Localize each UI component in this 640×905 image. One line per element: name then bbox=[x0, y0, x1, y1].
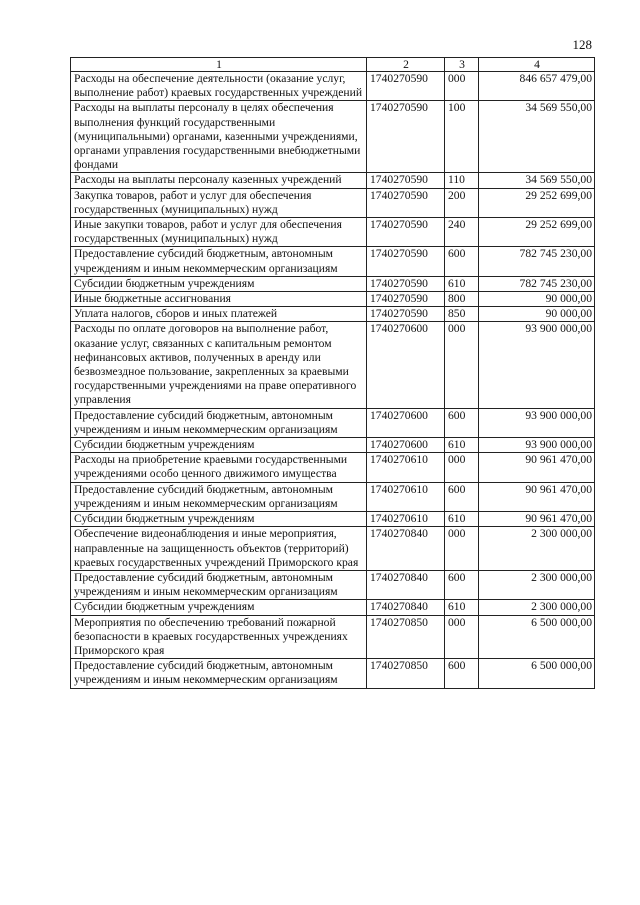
row-code-cell: 1740270610 bbox=[367, 453, 445, 482]
row-code-cell: 1740270590 bbox=[367, 72, 445, 101]
table-row bbox=[71, 453, 595, 482]
row-name-cell: Уплата налогов, сборов и иных платежей bbox=[71, 307, 367, 322]
row-name-cell: Субсидии бюджетным учреждениям bbox=[71, 512, 367, 527]
row-code-cell: 1740270840 bbox=[367, 570, 445, 599]
row-name-cell: Предоставление субсидий бюджетным, автономным учреждениям и иным некоммерческим организациям bbox=[71, 482, 367, 511]
row-code-cell: 1740270590 bbox=[367, 173, 445, 188]
row-amount-cell: 782 745 230,00 bbox=[479, 247, 595, 276]
row-type-cell: 000 bbox=[445, 453, 479, 482]
row-code-cell: 1740270590 bbox=[367, 101, 445, 173]
row-type-cell: 000 bbox=[445, 527, 479, 571]
table-row bbox=[71, 218, 595, 247]
row-code-cell: 1740270850 bbox=[367, 615, 445, 659]
row-type-cell: 610 bbox=[445, 276, 479, 291]
row-type-cell: 850 bbox=[445, 307, 479, 322]
row-type-cell: 000 bbox=[445, 322, 479, 408]
row-name-cell: Расходы по оплате договоров на выполнение работ, оказание услуг, связанных с капитальным ремонтом нефинансовых активов, полученных в аренду или безвозмездное пользование, закрепленных за краевыми государственными учреждениями на праве оперативного управления bbox=[71, 322, 367, 408]
table-row bbox=[71, 322, 595, 408]
budget-table bbox=[70, 57, 595, 689]
row-amount-cell: 6 500 000,00 bbox=[479, 615, 595, 659]
row-amount-cell: 90 000,00 bbox=[479, 307, 595, 322]
header-col-1: 1 bbox=[71, 58, 367, 72]
table-row bbox=[71, 615, 595, 659]
table-row bbox=[71, 247, 595, 276]
row-code-cell: 1740270840 bbox=[367, 527, 445, 571]
row-type-cell: 610 bbox=[445, 600, 479, 615]
header-col-4: 4 bbox=[479, 58, 595, 72]
table-row bbox=[71, 527, 595, 571]
row-amount-cell: 29 252 699,00 bbox=[479, 188, 595, 217]
row-name-cell: Расходы на выплаты персоналу казенных учреждений bbox=[71, 173, 367, 188]
row-type-cell: 000 bbox=[445, 615, 479, 659]
table-row bbox=[71, 570, 595, 599]
header-col-3: 3 bbox=[445, 58, 479, 72]
row-type-cell: 610 bbox=[445, 438, 479, 453]
row-code-cell: 1740270590 bbox=[367, 218, 445, 247]
row-type-cell: 610 bbox=[445, 512, 479, 527]
row-code-cell: 1740270590 bbox=[367, 307, 445, 322]
row-code-cell: 1740270590 bbox=[367, 247, 445, 276]
row-amount-cell: 93 900 000,00 bbox=[479, 438, 595, 453]
row-amount-cell: 2 300 000,00 bbox=[479, 527, 595, 571]
row-type-cell: 600 bbox=[445, 659, 479, 688]
table-row bbox=[71, 292, 595, 307]
row-type-cell: 100 bbox=[445, 101, 479, 173]
table-header bbox=[71, 58, 595, 72]
row-amount-cell: 846 657 479,00 bbox=[479, 72, 595, 101]
row-type-cell: 600 bbox=[445, 482, 479, 511]
row-name-cell: Субсидии бюджетным учреждениям bbox=[71, 276, 367, 291]
row-name-cell: Расходы на обеспечение деятельности (оказание услуг, выполнение работ) краевых государственных учреждений bbox=[71, 72, 367, 101]
row-amount-cell: 93 900 000,00 bbox=[479, 322, 595, 408]
row-code-cell: 1740270600 bbox=[367, 438, 445, 453]
table-row bbox=[71, 101, 595, 173]
row-name-cell: Закупка товаров, работ и услуг для обеспечения государственных (муниципальных) нужд bbox=[71, 188, 367, 217]
row-type-cell: 200 bbox=[445, 188, 479, 217]
row-code-cell: 1740270590 bbox=[367, 188, 445, 217]
row-type-cell: 240 bbox=[445, 218, 479, 247]
row-type-cell: 800 bbox=[445, 292, 479, 307]
row-amount-cell: 90 961 470,00 bbox=[479, 512, 595, 527]
table-row bbox=[71, 307, 595, 322]
table-row bbox=[71, 408, 595, 437]
table-row bbox=[71, 276, 595, 291]
row-code-cell: 1740270590 bbox=[367, 292, 445, 307]
row-name-cell: Субсидии бюджетным учреждениям bbox=[71, 600, 367, 615]
row-name-cell: Мероприятия по обеспечению требований пожарной безопасности в краевых государственных учреждениях Приморского края bbox=[71, 615, 367, 659]
row-code-cell: 1740270600 bbox=[367, 408, 445, 437]
row-name-cell: Иные бюджетные ассигнования bbox=[71, 292, 367, 307]
row-type-cell: 600 bbox=[445, 247, 479, 276]
row-amount-cell: 90 961 470,00 bbox=[479, 482, 595, 511]
table-row bbox=[71, 482, 595, 511]
table-row bbox=[71, 512, 595, 527]
row-name-cell: Предоставление субсидий бюджетным, автономным учреждениям и иным некоммерческим организациям bbox=[71, 659, 367, 688]
table-row bbox=[71, 659, 595, 688]
row-name-cell: Предоставление субсидий бюджетным, автономным учреждениям и иным некоммерческим организациям bbox=[71, 570, 367, 599]
row-name-cell: Расходы на выплаты персоналу в целях обеспечения выполнения функций государственными (муниципальными) органами, казенными учреждениями, органами управления государственными внебюджетными фондами bbox=[71, 101, 367, 173]
row-code-cell: 1740270850 bbox=[367, 659, 445, 688]
row-amount-cell: 34 569 550,00 bbox=[479, 101, 595, 173]
table-row bbox=[71, 600, 595, 615]
row-code-cell: 1740270610 bbox=[367, 512, 445, 527]
table-row bbox=[71, 438, 595, 453]
row-amount-cell: 2 300 000,00 bbox=[479, 600, 595, 615]
row-amount-cell: 6 500 000,00 bbox=[479, 659, 595, 688]
row-code-cell: 1740270840 bbox=[367, 600, 445, 615]
row-type-cell: 110 bbox=[445, 173, 479, 188]
row-name-cell: Предоставление субсидий бюджетным, автономным учреждениям и иным некоммерческим организациям bbox=[71, 247, 367, 276]
header-col-2: 2 bbox=[367, 58, 445, 72]
table-row bbox=[71, 188, 595, 217]
row-type-cell: 600 bbox=[445, 570, 479, 599]
table-body bbox=[71, 72, 595, 689]
table-row bbox=[71, 173, 595, 188]
row-code-cell: 1740270600 bbox=[367, 322, 445, 408]
row-name-cell: Иные закупки товаров, работ и услуг для обеспечения государственных (муниципальных) нужд bbox=[71, 218, 367, 247]
row-amount-cell: 2 300 000,00 bbox=[479, 570, 595, 599]
row-type-cell: 000 bbox=[445, 72, 479, 101]
header-row bbox=[71, 58, 595, 72]
row-name-cell: Субсидии бюджетным учреждениям bbox=[71, 438, 367, 453]
row-name-cell: Обеспечение видеонаблюдения и иные мероприятия, направленные на защищенность объектов (территорий) краевых государственных учреждений Приморского края bbox=[71, 527, 367, 571]
row-amount-cell: 34 569 550,00 bbox=[479, 173, 595, 188]
row-amount-cell: 90 000,00 bbox=[479, 292, 595, 307]
row-name-cell: Расходы на приобретение краевыми государственными учреждениями особо ценного движимого имущества bbox=[71, 453, 367, 482]
table-row bbox=[71, 72, 595, 101]
row-amount-cell: 93 900 000,00 bbox=[479, 408, 595, 437]
row-code-cell: 1740270590 bbox=[367, 276, 445, 291]
row-amount-cell: 782 745 230,00 bbox=[479, 276, 595, 291]
row-amount-cell: 90 961 470,00 bbox=[479, 453, 595, 482]
row-amount-cell: 29 252 699,00 bbox=[479, 218, 595, 247]
row-code-cell: 1740270610 bbox=[367, 482, 445, 511]
page-number: 128 bbox=[572, 37, 592, 52]
row-name-cell: Предоставление субсидий бюджетным, автономным учреждениям и иным некоммерческим организациям bbox=[71, 408, 367, 437]
row-type-cell: 600 bbox=[445, 408, 479, 437]
